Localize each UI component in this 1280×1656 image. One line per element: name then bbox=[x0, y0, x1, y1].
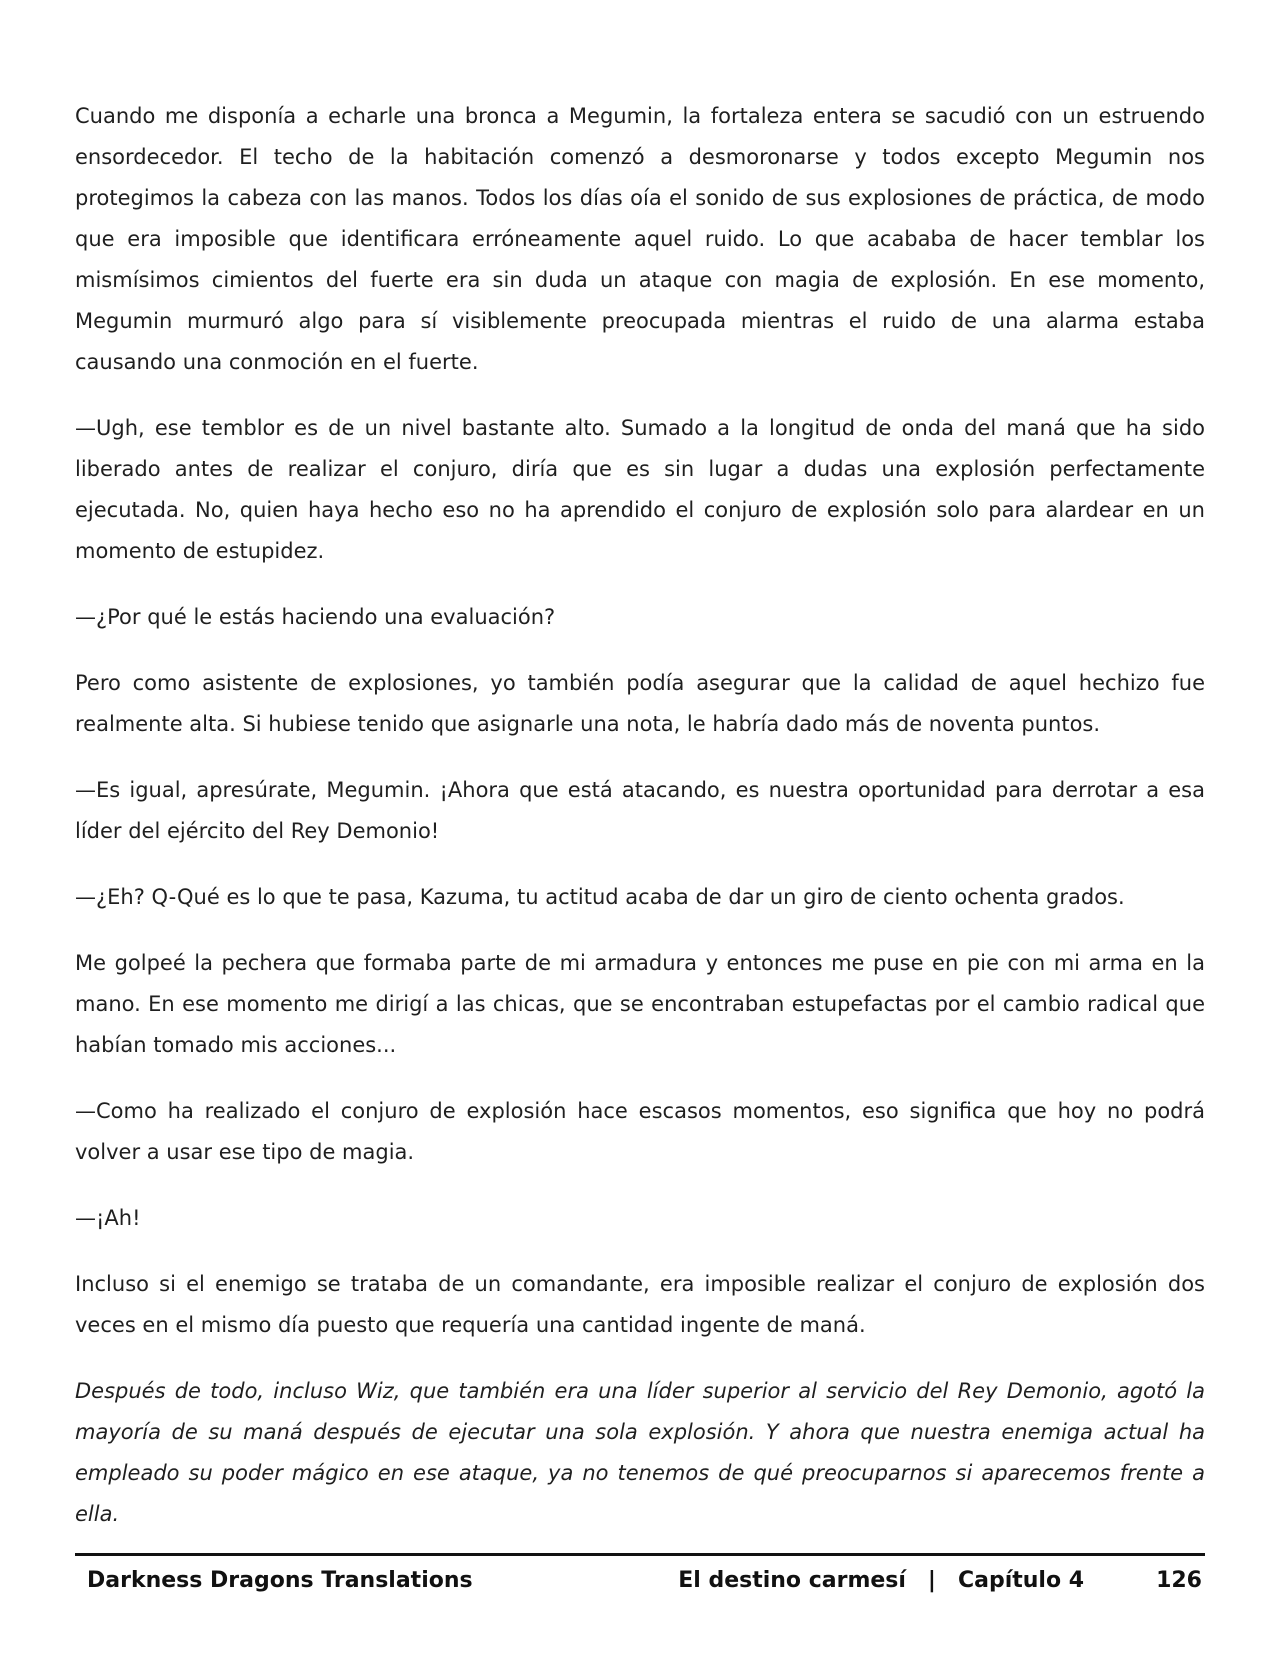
paragraph-1: Cuando me disponía a echarle una bronca a Megumin, la fortaleza entera se sacudió con un estruendo ensordecedor. El techo de la habitación comenzó a desmoronarse y todos excepto Megumin nos protegimos la cabeza con las manos. Todos los días oía el sonido de sus explosiones de práctica, de modo que era imposible que identificara erróneamente aquel ruido. Lo que acababa de hacer temblar los mismísimos cimientos del fuerte era sin duda un ataque con magia de explosión. En ese momento, Megumin murmuró algo para sí visiblemente preocupada mientras el ruido de una alarma estaba causando una conmoción en el fuerte. bbox=[75, 104, 1205, 374]
paragraph-7: Me golpeé la pechera que formaba parte de mi armadura y entonces me puse en pie con mi arma en la mano. En ese momento me dirigí a las chicas, que se encontraban estupefactas por el cambio radical que habían tomado mis acciones... bbox=[75, 951, 1205, 1057]
paragraph-6: —¿Eh? Q-Qué es lo que te pasa, Kazuma, tu actitud acaba de dar un giro de ciento ochenta grados. bbox=[75, 885, 1125, 909]
footer-separator: | bbox=[927, 1568, 936, 1593]
footer-page-number: 126 bbox=[1156, 1568, 1202, 1593]
paragraph-5: —Es igual, apresúrate, Megumin. ¡Ahora que está atacando, es nuestra oportunidad para derrotar a esa líder del ejército del Rey Demonio! bbox=[75, 778, 1205, 843]
footer-rule bbox=[75, 1553, 1205, 1556]
page-body bbox=[75, 96, 1205, 1560]
paragraph-3: —¿Por qué le estás haciendo una evaluación? bbox=[75, 605, 556, 629]
footer-chapter: Capítulo 4 bbox=[957, 1568, 1085, 1593]
paragraph-9: —¡Ah! bbox=[75, 1206, 141, 1230]
paragraph-4: Pero como asistente de explosiones, yo también podía asegurar que la calidad de aquel hechizo fue realmente alta. Si hubiese tenido que asignarle una nota, le habría dado más de noventa puntos. bbox=[75, 671, 1205, 736]
footer-publisher: Darkness Dragons Translations bbox=[87, 1568, 473, 1593]
footer-book-title: El destino carmesí bbox=[678, 1568, 906, 1593]
paragraph-2: —Ugh, ese temblor es de un nivel bastante alto. Sumado a la longitud de onda del maná que ha sido liberado antes de realizar el conjuro, diría que es sin lugar a dudas una explosión perfectamente ejecutada. No, quien haya hecho eso no ha aprendido el conjuro de explosión solo para alardear en un momento de estupidez. bbox=[75, 416, 1205, 563]
paragraph-8: —Como ha realizado el conjuro de explosión hace escasos momentos, eso significa que hoy no podrá volver a usar ese tipo de magia. bbox=[75, 1099, 1205, 1164]
paragraph-11-italic: Después de todo, incluso Wiz, que también era una líder superior al servicio del Rey Demonio, agotó la mayoría de su maná después de ejecutar una sola explosión. Y ahora que nuestra enemiga actual ha empleado su poder mágico en ese ataque, ya no tenemos de qué preocuparnos si aparecemos frente a ella. bbox=[75, 1379, 1205, 1526]
page-footer bbox=[75, 1562, 1205, 1602]
paragraph-10: Incluso si el enemigo se trataba de un comandante, era imposible realizar el conjuro de explosión dos veces en el mismo día puesto que requería una cantidad ingente de maná. bbox=[75, 1272, 1205, 1337]
footer-right-group bbox=[678, 1568, 1202, 1593]
